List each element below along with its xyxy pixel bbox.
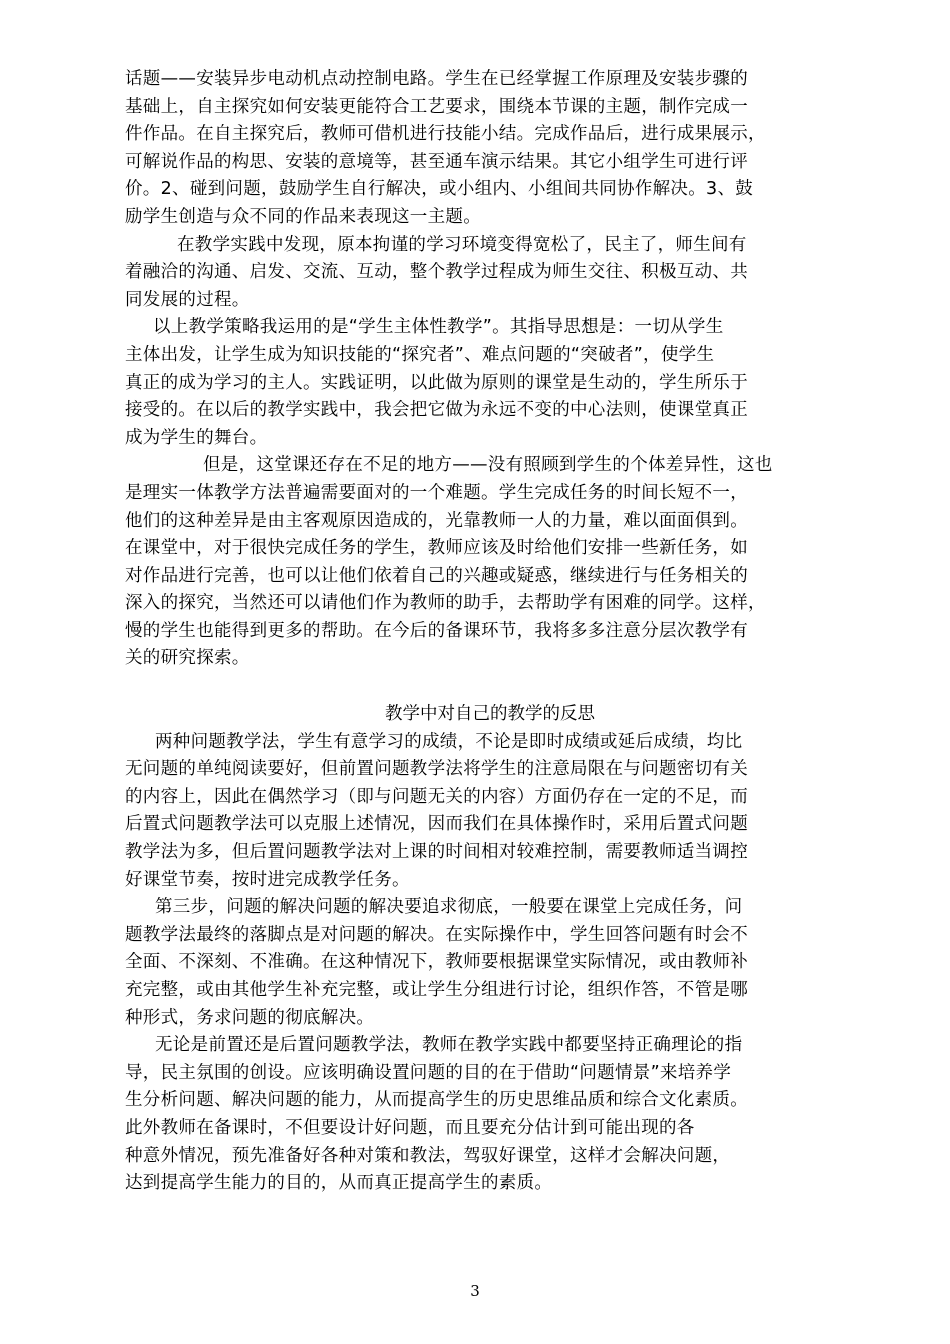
page-number: 3: [470, 1282, 480, 1300]
text-line: 接受的。在以后的教学实践中，我会把它做为永远不变的中心法则，使课堂真正: [125, 400, 748, 421]
text-line: 好课堂节奏，按时进完成教学任务。: [125, 869, 410, 890]
text-line: 全面、不深刻、不准确。在这种情况下，教师要根据课堂实际情况，或由教师补: [125, 952, 748, 973]
paragraph-gap: [125, 673, 845, 701]
text-line: 在教学实践中发现，原本拘谨的学习环境变得宽松了，民主了，师生间有: [177, 234, 747, 255]
text-line: 慢的学生也能得到更多的帮助。在今后的备课环节，我将多多注意分层次教学有: [125, 620, 748, 641]
text-line: 无问题的单纯阅读要好，但前置问题教学法将学生的注意局限在与问题密切有关: [125, 759, 748, 780]
text-line: 题教学法最终的落脚点是对问题的解决。在实际操作中，学生回答问题有时会不: [125, 924, 748, 945]
text-line: 在课堂中，对于很快完成任务的学生，教师应该及时给他们安排一些新任务，如: [125, 538, 748, 559]
text-line: 的内容上，因此在偶然学习（即与问题无关的内容）方面仍存在一定的不足，而: [125, 786, 748, 807]
text-line: 真正的成为学习的主人。实践证明，以此做为原则的课堂是生动的，学生所乐于: [125, 372, 748, 393]
paragraph: [125, 314, 845, 452]
text-line: 着融洽的沟通、启发、交流、互动，整个教学过程成为师生交往、积极互动、共: [125, 262, 748, 283]
text-line: 生分析问题、解决问题的能力，从而提高学生的历史思维品质和综合文化素质。: [125, 1090, 748, 1111]
text-line: 两种问题教学法，学生有意学习的成绩，不论是即时成绩或延后成绩，均比: [155, 731, 743, 752]
paragraph: [125, 1032, 845, 1198]
document-body: [125, 66, 845, 1198]
text-line: 但是，这堂课还存在不足的地方——没有照顾到学生的个体差异性，这也: [203, 455, 773, 476]
paragraph: [125, 66, 845, 232]
text-line: 教学法为多，但后置问题教学法对上课的时间相对较难控制，需要教师适当调控: [125, 842, 748, 863]
text-line: 种意外情况，预先准备好各种对策和教法，驾驭好课堂，这样才会解决问题，: [125, 1145, 731, 1166]
text-line: 话题——安装异步电动机点动控制电路。学生在已经掌握工作原理及安装步骤的: [125, 69, 748, 89]
text-line: 后置式问题教学法可以克服上述情况，因而我们在具体操作时，采用后置式问题: [125, 814, 748, 835]
text-line: 可解说作品的构思、安装的意境等，甚至通车演示结果。其它小组学生可进行评: [125, 151, 748, 172]
section-title: 教学中对自己的教学的反思: [385, 704, 595, 725]
text-line: 无论是前置还是后置问题教学法，教师在教学实践中都要坚持正确理论的指: [155, 1035, 743, 1056]
text-line: 是理实一体教学方法普遍需要面对的一个难题。学生完成任务的时间长短不一，: [125, 482, 748, 503]
text-line: 以上教学策略我运用的是“学生主体性教学”。其指导思想是：一切从学生: [153, 317, 724, 338]
text-line: 达到提高学生能力的目的，从而真正提高学生的素质。: [125, 1173, 553, 1194]
text-line: 他们的这种差异是由主客观原因造成的，光靠教师一人的力量，难以面面俱到。: [125, 510, 748, 531]
text-line: 充完整，或由其他学生补充完整，或让学生分组进行讨论，组织作答，不管是哪: [125, 980, 748, 1000]
text-line: 价。2、碰到问题，鼓励学生自行解决，或小组内、小组间共同协作解决。3、鼓: [125, 179, 754, 200]
paragraph: [125, 232, 845, 315]
text-line: 基础上，自主探究如何安装更能符合工艺要求，围绕本节课的主题，制作完成一: [125, 96, 748, 117]
text-line: 件作品。在自主探究后，教师可借机进行技能小结。完成作品后，进行成果展示，: [125, 124, 766, 145]
text-line: 对作品进行完善，也可以让他们依着自己的兴趣或疑惑，继续进行与任务相关的: [125, 565, 748, 586]
paragraph: [125, 894, 845, 1032]
text-line: 主体出发，让学生成为知识技能的“探究者”、难点问题的“突破者”，使学生: [125, 344, 715, 365]
text-line: 关的研究探索。: [125, 648, 250, 669]
text-line: 此外教师在备课时，不但要设计好问题，而且要充分估计到可能出现的各: [125, 1117, 695, 1138]
text-line: 励学生创造与众不同的作品来表现这一主题。: [125, 206, 481, 227]
paragraph: [125, 729, 845, 895]
text-line: 导，民主氛围的创设。应该明确设置问题的目的在于借助“问题情景”来培养学: [125, 1062, 732, 1083]
paragraph: [125, 452, 845, 673]
text-line: 同发展的过程。: [125, 289, 250, 310]
text-line: 种形式，务求问题的彻底解决。: [125, 1007, 375, 1028]
text-line: 第三步，问题的解决问题的解决要追求彻底，一般要在课堂上完成任务，问: [155, 897, 743, 918]
text-line: 成为学生的舞台。: [125, 427, 268, 448]
text-line: 深入的探究，当然还可以请他们作为教师的助手，去帮助学有困难的同学。这样，: [125, 593, 766, 614]
